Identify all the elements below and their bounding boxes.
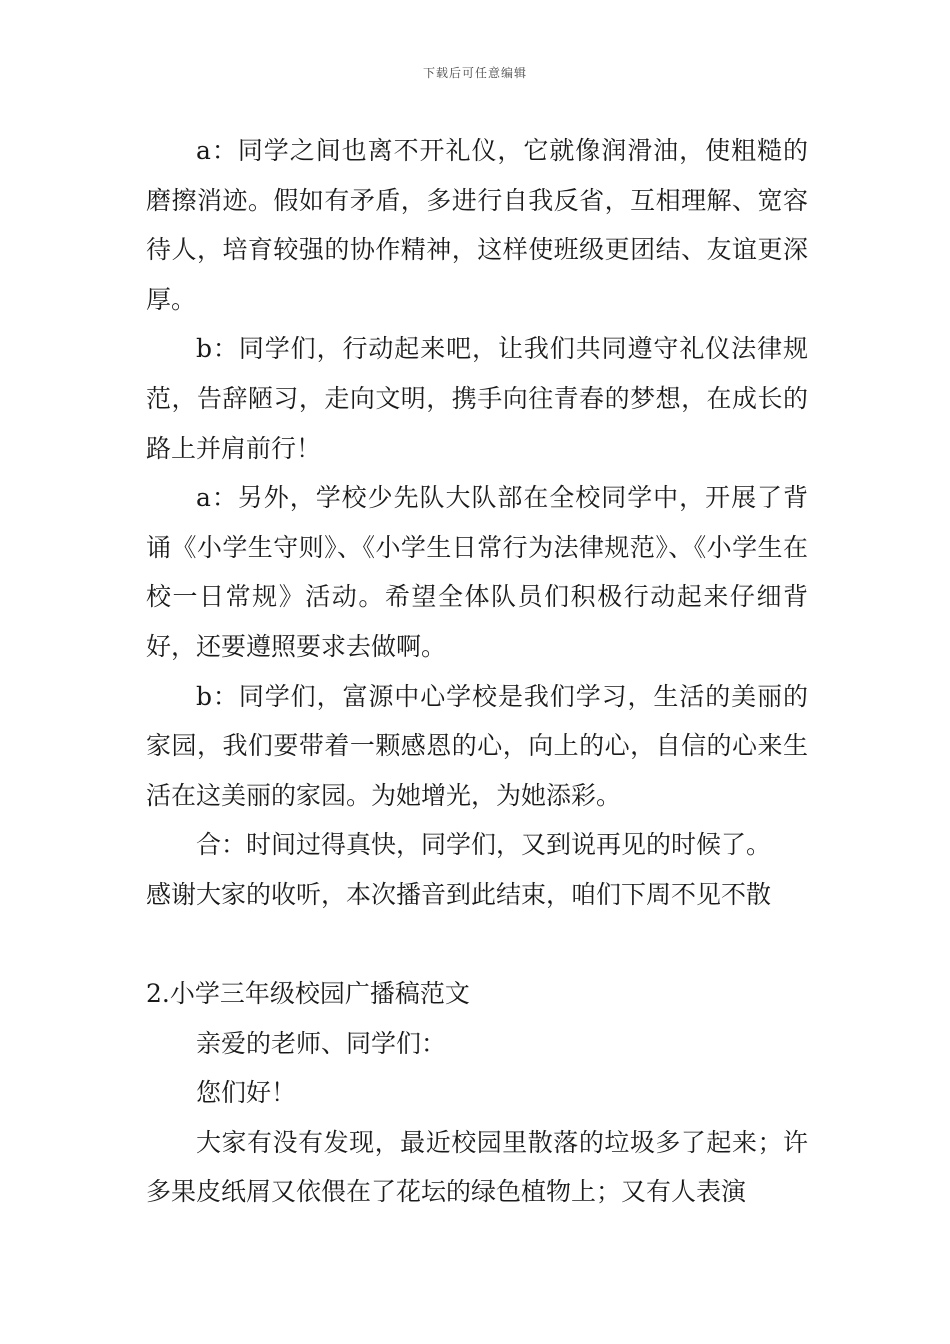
paragraph-hello: 您们好！ — [196, 1078, 297, 1108]
paragraph-together-closing: 合：时间过得真快，同学们，又到说再见的时候了。 — [196, 830, 772, 860]
document-body — [146, 126, 808, 1217]
paragraph-a-etiquette: a：同学之间也离不开礼仪，它就像润滑油，使粗糙的磨擦消迹。假如有矛盾，多进行自我反省，互相理解、宽容待人，培育较强的协作精神，这样使班级更团结、友谊更深厚。 — [146, 136, 808, 314]
paragraph-thanks: 感谢大家的收听，本次播音到此结束，咱们下周不见不散 — [146, 879, 772, 909]
page-header: 下载后可任意编辑 — [422, 66, 527, 80]
section-title: 2.小学三年级校园广播稿范文 — [146, 979, 470, 1009]
paragraph-b-action: b：同学们，行动起来吧，让我们共同遵守礼仪法律规范，告辞陋习，走向文明，携手向往青春的梦想，在成长的路上并肩前行！ — [146, 334, 808, 463]
paragraph-b-campus: b：同学们，富源中心学校是我们学习，生活的美丽的家园，我们要带着一颗感恩的心，向上的心，自信的心来生活在这美丽的家园。为她增光，为她添彩。 — [146, 681, 808, 810]
paragraph-greeting: 亲爱的老师、同学们： — [196, 1028, 447, 1058]
paragraph-a-recite: a：另外，学校少先队大队部在全校同学中，开展了背诵《小学生守则》、《小学生日常行为法律规范》、《小学生在校一日常规》活动。希望全体队员们积极行动起来仔细背好，还要遵照要求去做啊。 — [146, 483, 808, 661]
paragraph-litter: 大家有没有发现，最近校园里散落的垃圾多了起来；许多果皮纸屑又依偎在了花坛的绿色植物上；又有人表演 — [146, 1127, 808, 1207]
